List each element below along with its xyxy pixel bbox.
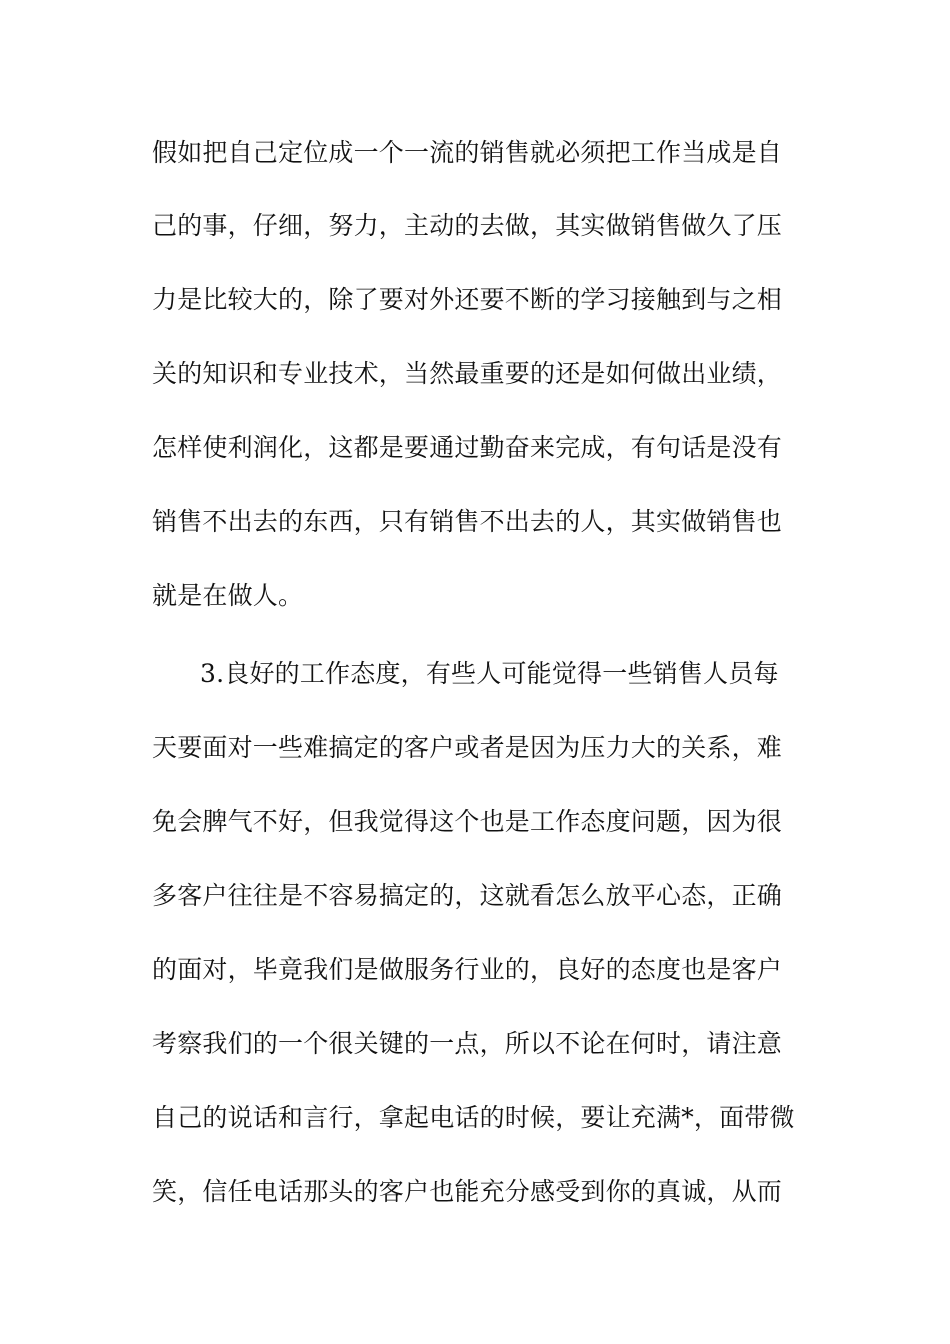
text-line: 己的事，仔细，努力，主动的去做，其实做销售做久了压: [152, 211, 783, 240]
text-line: 笑，信任电话那头的客户也能充分感受到你的真诚，从而: [152, 1177, 783, 1206]
text-line: 关的知识和专业技术，当然最重要的还是如何做出业绩，: [152, 359, 783, 388]
paragraph-start-line: 3.良好的工作态度，有些人可能觉得一些销售人员每: [200, 659, 779, 688]
text-line: 力是比较大的，除了要对外还要不断的学习接触到与之相: [152, 285, 783, 314]
text-line: 的面对，毕竟我们是做服务行业的，良好的态度也是客户: [152, 955, 783, 984]
text-line: 免会脾气不好，但我觉得这个也是工作态度问题，因为很: [152, 807, 783, 836]
text-line: 多客户往往是不容易搞定的，这就看怎么放平心态，正确: [152, 881, 783, 910]
text-line: 假如把自己定位成一个一流的销售就必须把工作当成是自: [152, 138, 783, 167]
text-line: 怎样使利润化，这都是要通过勤奋来完成，有句话是没有: [152, 433, 783, 462]
text-line: 就是在做人。: [152, 581, 304, 610]
text-line: 考察我们的一个很关键的一点，所以不论在何时，请注意: [152, 1029, 783, 1058]
text-line: 天要面对一些难搞定的客户或者是因为压力大的关系，难: [152, 733, 783, 762]
text-line: 自己的说话和言行，拿起电话的时候，要让充满*，面带微: [152, 1103, 795, 1132]
text-line: 销售不出去的东西，只有销售不出去的人，其实做销售也: [152, 507, 783, 536]
